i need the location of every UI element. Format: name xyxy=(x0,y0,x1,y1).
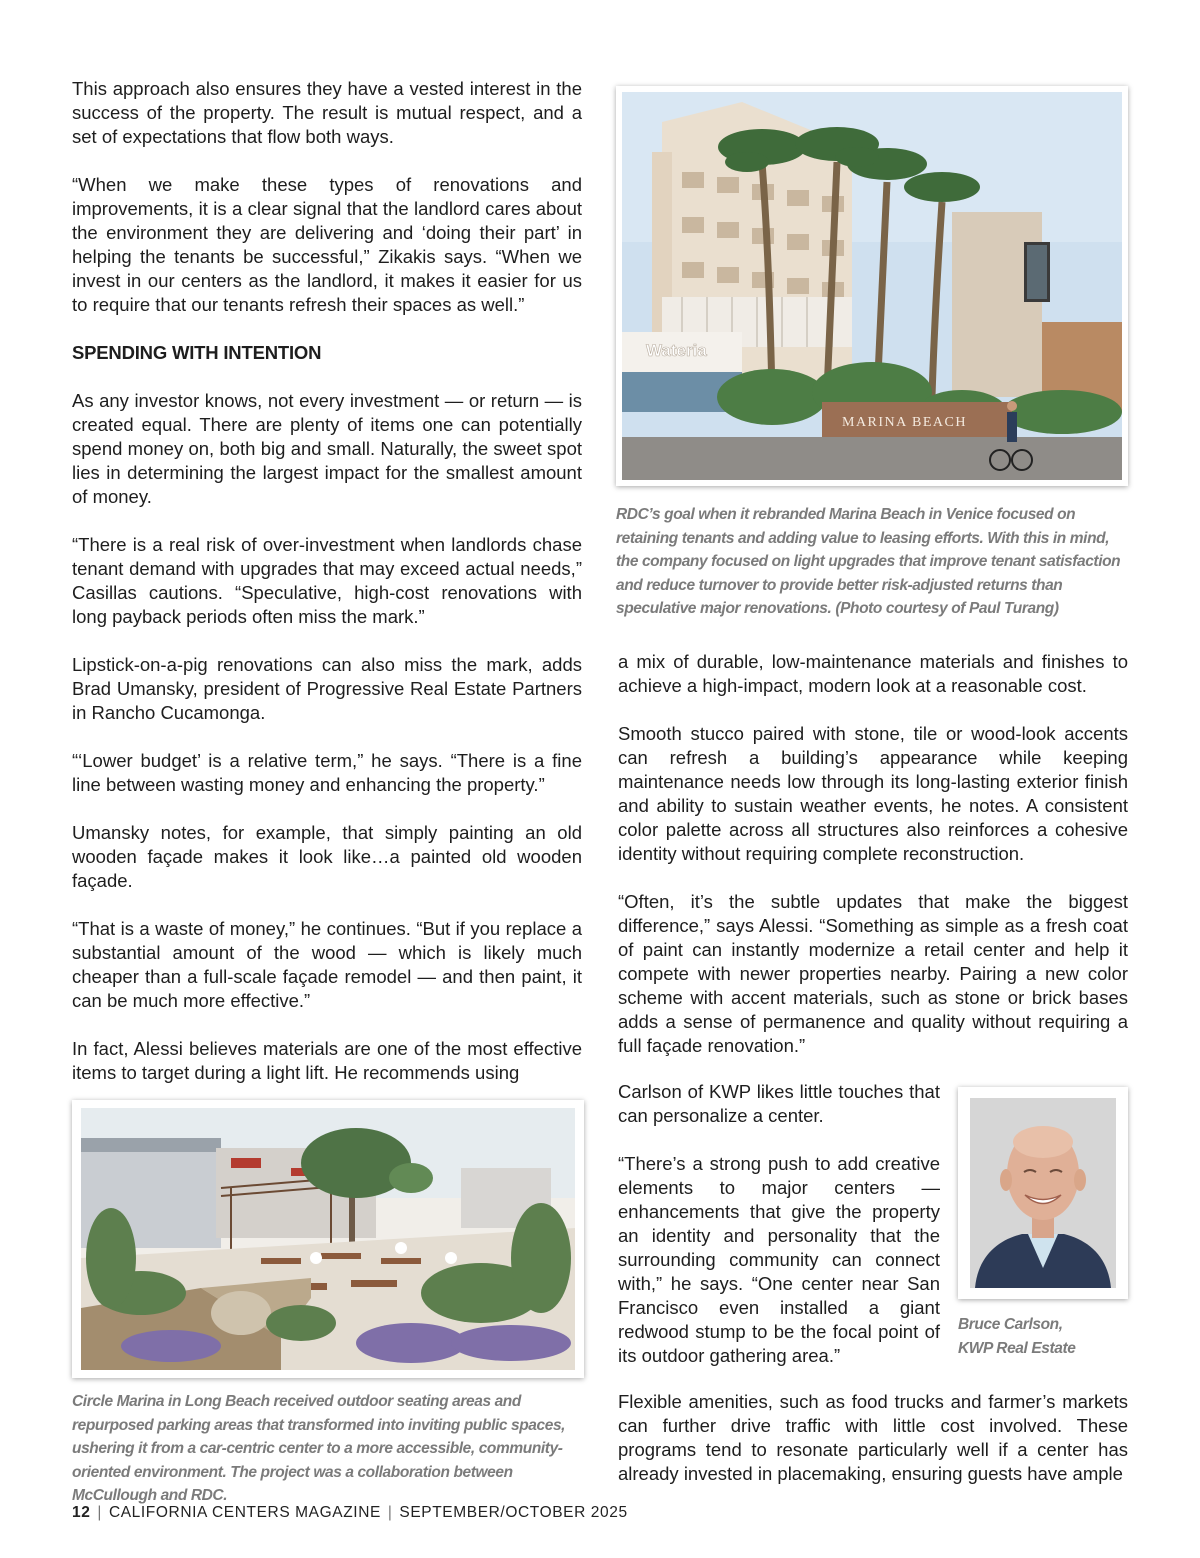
headshot-company: KWP Real Estate xyxy=(958,1339,1076,1357)
body-paragraph: Flexible amenities, such as food trucks and farmer’s markets can further drive traffic with little cost involved. These programs tend to resonate particularly well if a center has already invested in placemaking, ensuring guests have ample xyxy=(618,1391,1128,1484)
body-paragraph: Umansky notes, for example, that simply painting an old wooden façade makes it look like…a painted old wooden façade. xyxy=(72,822,582,891)
marina-beach-caption: RDC’s goal when it rebranded Marina Beach in Venice focused on retaining tenants and adding value to leasing efforts. With this in mind, the company focused on light upgrades that improve tenant satisfaction and reduce turnover to provide better risk-adjusted returns than speculative major renovations. (Photo courtesy of Paul Turang) xyxy=(616,506,1121,617)
headshot-frame xyxy=(958,1087,1128,1299)
footer-separator: | xyxy=(97,1504,103,1521)
headshot-name: Bruce Carlson, xyxy=(958,1316,1063,1333)
wateria-sign: Wateria xyxy=(646,341,707,360)
section-heading: SPENDING WITH INTENTION xyxy=(72,342,322,363)
body-paragraph: In fact, Alessi believes materials are one of the most effective items to target during a light lift. He recommends using xyxy=(72,1038,582,1083)
marina-beach-photo-frame xyxy=(616,86,1128,486)
body-paragraph: “There’s a strong push to add creative elements to major centers — enhancements that give the property an identity and personality that the surrounding community can connect with,” he says. “One center near San Francisco even installed a giant redwood stump to be the focal point of its outdoor gathering area.” xyxy=(618,1153,940,1366)
right-column-narrow xyxy=(618,1080,940,1368)
circle-marina-caption: Circle Marina in Long Beach received outdoor seating areas and repurposed parking areas that transformed into inviting public spaces, ushering it from a car-centric center to a more accessible, community-oriented environment. The project was a collaboration between McCullough and RDC. xyxy=(72,1393,566,1504)
body-paragraph: “Often, it’s the subtle updates that make the biggest difference,” says Alessi. “Something as simple as a fresh coat of paint can instantly modernize a retail center and help it compete with newer properties nearby. Pairing a new color scheme with accent materials, such as stone or brick bases adds a sense of permanence and quality without requiring a full façade renovation.” xyxy=(618,891,1128,1056)
marina-beach-photo xyxy=(622,92,1122,480)
page-number: 12 xyxy=(72,1504,91,1521)
publication-name: CALIFORNIA CENTERS MAGAZINE xyxy=(108,1504,381,1521)
headshot-caption xyxy=(958,1313,1128,1360)
body-paragraph: a mix of durable, low-maintenance materials and finishes to achieve a high-impact, modern look at a reasonable cost. xyxy=(618,651,1128,696)
body-paragraph: “That is a waste of money,” he continues. “But if you replace a substantial amount of the wood — which is likely much cheaper than a full-scale façade remodel — and then paint, it can be much more effective.” xyxy=(72,918,582,1011)
issue-date: SEPTEMBER/OCTOBER 2025 xyxy=(399,1504,628,1521)
page-footer xyxy=(72,1502,628,1524)
circle-marina-rendering xyxy=(81,1108,575,1370)
body-paragraph: As any investor knows, not every investment — or return — is created equal. There are plenty of items one can potentially spend money on, both big and small. Naturally, the sweet spot lies in determining the largest impact for the smallest amount of money. xyxy=(72,390,582,507)
headshot-photo xyxy=(970,1098,1116,1288)
footer-separator: | xyxy=(387,1504,393,1521)
body-paragraph: Carlson of KWP likes little touches that can personalize a center. xyxy=(618,1081,940,1126)
body-paragraph: “When we make these types of renovations and improvements, it is a clear signal that the landlord cares about the environment they are delivering and ‘doing their part’ in helping the tenants be successful,” Zikakis says. “When we invest in our centers as the landlord, it makes it easier for us to require that our tenants refresh their spaces as well.” xyxy=(72,174,582,315)
left-column xyxy=(72,77,582,1085)
marina-beach-sign: MARINA BEACH xyxy=(842,415,967,430)
circle-marina-photo-frame xyxy=(72,1100,584,1378)
body-paragraph: Lipstick-on-a-pig renovations can also miss the mark, adds Brad Umansky, president of Progressive Real Estate Partners in Rancho Cucamonga. xyxy=(72,654,582,723)
body-paragraph: “There is a real risk of over-investment when landlords chase tenant demand with upgrades that may exceed actual needs,” Casillas cautions. “Speculative, high-cost renovations with long payback periods often miss the mark.” xyxy=(72,534,582,627)
right-column-bottom xyxy=(618,1390,1128,1486)
body-paragraph: “‘Lower budget’ is a relative term,” he says. “There is a fine line between wasting money and enhancing the property.” xyxy=(72,750,582,795)
body-paragraph: This approach also ensures they have a vested interest in the success of the property. The result is mutual respect, and a set of expectations that flow both ways. xyxy=(72,78,582,147)
right-column-upper xyxy=(618,650,1128,1058)
body-paragraph: Smooth stucco paired with stone, tile or wood-look accents can refresh a building’s appearance while keeping maintenance needs low through its long-lasting exterior finish and ability to sustain weather events, he notes. A consistent color palette across all structures also reinforces a cohesive identity without requiring complete reconstruction. xyxy=(618,723,1128,864)
